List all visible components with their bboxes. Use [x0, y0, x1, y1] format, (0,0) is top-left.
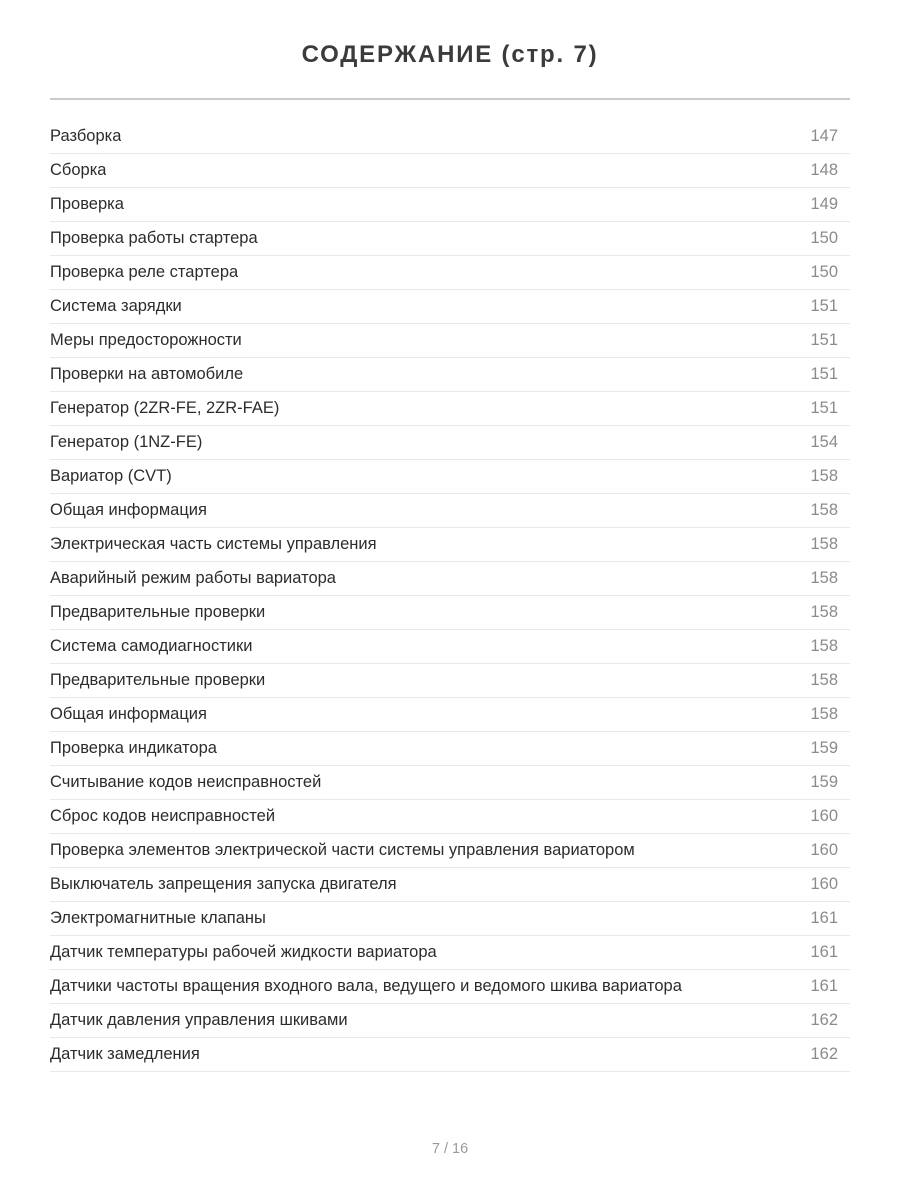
toc-row: [50, 460, 850, 494]
toc-item-label: Датчик замедления: [50, 1045, 200, 1063]
toc-item-page: 149: [810, 195, 838, 213]
toc-item-label: Проверка работы стартера: [50, 229, 258, 247]
toc-item-label: Общая информация: [50, 501, 207, 519]
toc-item-label: Генератор (1NZ-FE): [50, 433, 203, 451]
toc-item-label: Аварийный режим работы вариатора: [50, 569, 336, 587]
toc-item-page: 150: [810, 229, 838, 247]
toc-item-label: Система самодиагностики: [50, 637, 253, 655]
toc-row: [50, 732, 850, 766]
title-divider: [50, 98, 850, 100]
toc-item-label: Сборка: [50, 161, 107, 179]
page-indicator: 7 / 16: [431, 1141, 469, 1157]
toc-item-label: Разборка: [50, 127, 122, 145]
toc-item-page: 151: [810, 331, 838, 349]
toc-item-label: Предварительные проверки: [50, 671, 266, 689]
toc-item-page: 154: [810, 433, 838, 451]
toc-item-label: Общая информация: [50, 705, 207, 723]
toc-item-label: Электрическая часть системы управления: [50, 535, 377, 553]
toc-row: [50, 630, 850, 664]
toc-item-label: Проверка индикатора: [50, 739, 217, 757]
toc-item-page: 158: [810, 467, 838, 485]
toc-row: [50, 120, 850, 154]
toc-item-label: Проверка реле стартера: [50, 263, 239, 281]
toc-row: [50, 902, 850, 936]
toc-row: [50, 936, 850, 970]
toc-row: [50, 1038, 850, 1072]
toc-row: [50, 1004, 850, 1038]
toc-item-label: Проверки на автомобиле: [50, 365, 244, 383]
toc-item-page: 158: [810, 603, 838, 621]
toc-item-page: 160: [810, 875, 838, 893]
toc-item-page: 158: [810, 535, 838, 553]
toc-item-page: 162: [810, 1011, 838, 1029]
toc-item-page: 160: [810, 807, 838, 825]
toc-row: [50, 290, 850, 324]
toc-item-page: 158: [810, 569, 838, 587]
toc-item-label: Датчик температуры рабочей жидкости вариатора: [50, 943, 437, 961]
toc-item-label: Генератор (2ZR-FE, 2ZR-FAE): [50, 399, 280, 417]
toc-item-page: 158: [810, 705, 838, 723]
toc-item-label: Меры предосторожности: [50, 331, 242, 349]
toc-row: [50, 528, 850, 562]
toc-row: [50, 562, 850, 596]
toc-row: [50, 766, 850, 800]
toc-item-label: Датчики частоты вращения входного вала, ведущего и ведомого шкива вариатора: [50, 977, 682, 995]
toc-item-page: 158: [810, 671, 838, 689]
toc-item-page: 159: [810, 773, 838, 791]
toc-item-page: 150: [810, 263, 838, 281]
toc-row: [50, 834, 850, 868]
toc-item-page: 160: [810, 841, 838, 859]
toc-item-label: Датчик давления управления шкивами: [50, 1011, 348, 1029]
toc-row: [50, 664, 850, 698]
toc-item-label: Система зарядки: [50, 297, 182, 315]
toc-item-label: Сброс кодов неисправностей: [50, 807, 276, 825]
toc-row: [50, 698, 850, 732]
toc-item-label: Выключатель запрещения запуска двигателя: [50, 875, 397, 893]
toc-row: [50, 868, 850, 902]
toc-item-page: 161: [810, 977, 838, 995]
toc-item-page: 162: [810, 1045, 838, 1063]
page-title: СОДЕРЖАНИЕ (стр. 7): [301, 41, 599, 68]
toc-row: [50, 256, 850, 290]
toc-row: [50, 596, 850, 630]
toc-item-page: 158: [810, 637, 838, 655]
toc-item-page: 151: [810, 365, 838, 383]
toc-item-label: Вариатор (CVT): [50, 467, 172, 485]
toc-list: [50, 120, 850, 1072]
toc-item-page: 148: [810, 161, 838, 179]
toc-row: [50, 426, 850, 460]
toc-item-label: Проверка: [50, 195, 124, 213]
toc-row: [50, 970, 850, 1004]
toc-item-page: 161: [810, 943, 838, 961]
toc-row: [50, 188, 850, 222]
toc-item-label: Проверка элементов электрической части системы управления вариатором: [50, 841, 635, 859]
toc-row: [50, 494, 850, 528]
toc-item-page: 147: [810, 127, 838, 145]
toc-row: [50, 154, 850, 188]
toc-item-page: 151: [810, 399, 838, 417]
toc-item-page: 159: [810, 739, 838, 757]
toc-item-label: Предварительные проверки: [50, 603, 266, 621]
toc-row: [50, 222, 850, 256]
toc-item-label: Электромагнитные клапаны: [50, 909, 266, 927]
toc-row: [50, 324, 850, 358]
toc-item-page: 151: [810, 297, 838, 315]
toc-item-label: Считывание кодов неисправностей: [50, 773, 322, 791]
toc-row: [50, 392, 850, 426]
toc-item-page: 161: [810, 909, 838, 927]
toc-row: [50, 800, 850, 834]
toc-row: [50, 358, 850, 392]
toc-item-page: 158: [810, 501, 838, 519]
